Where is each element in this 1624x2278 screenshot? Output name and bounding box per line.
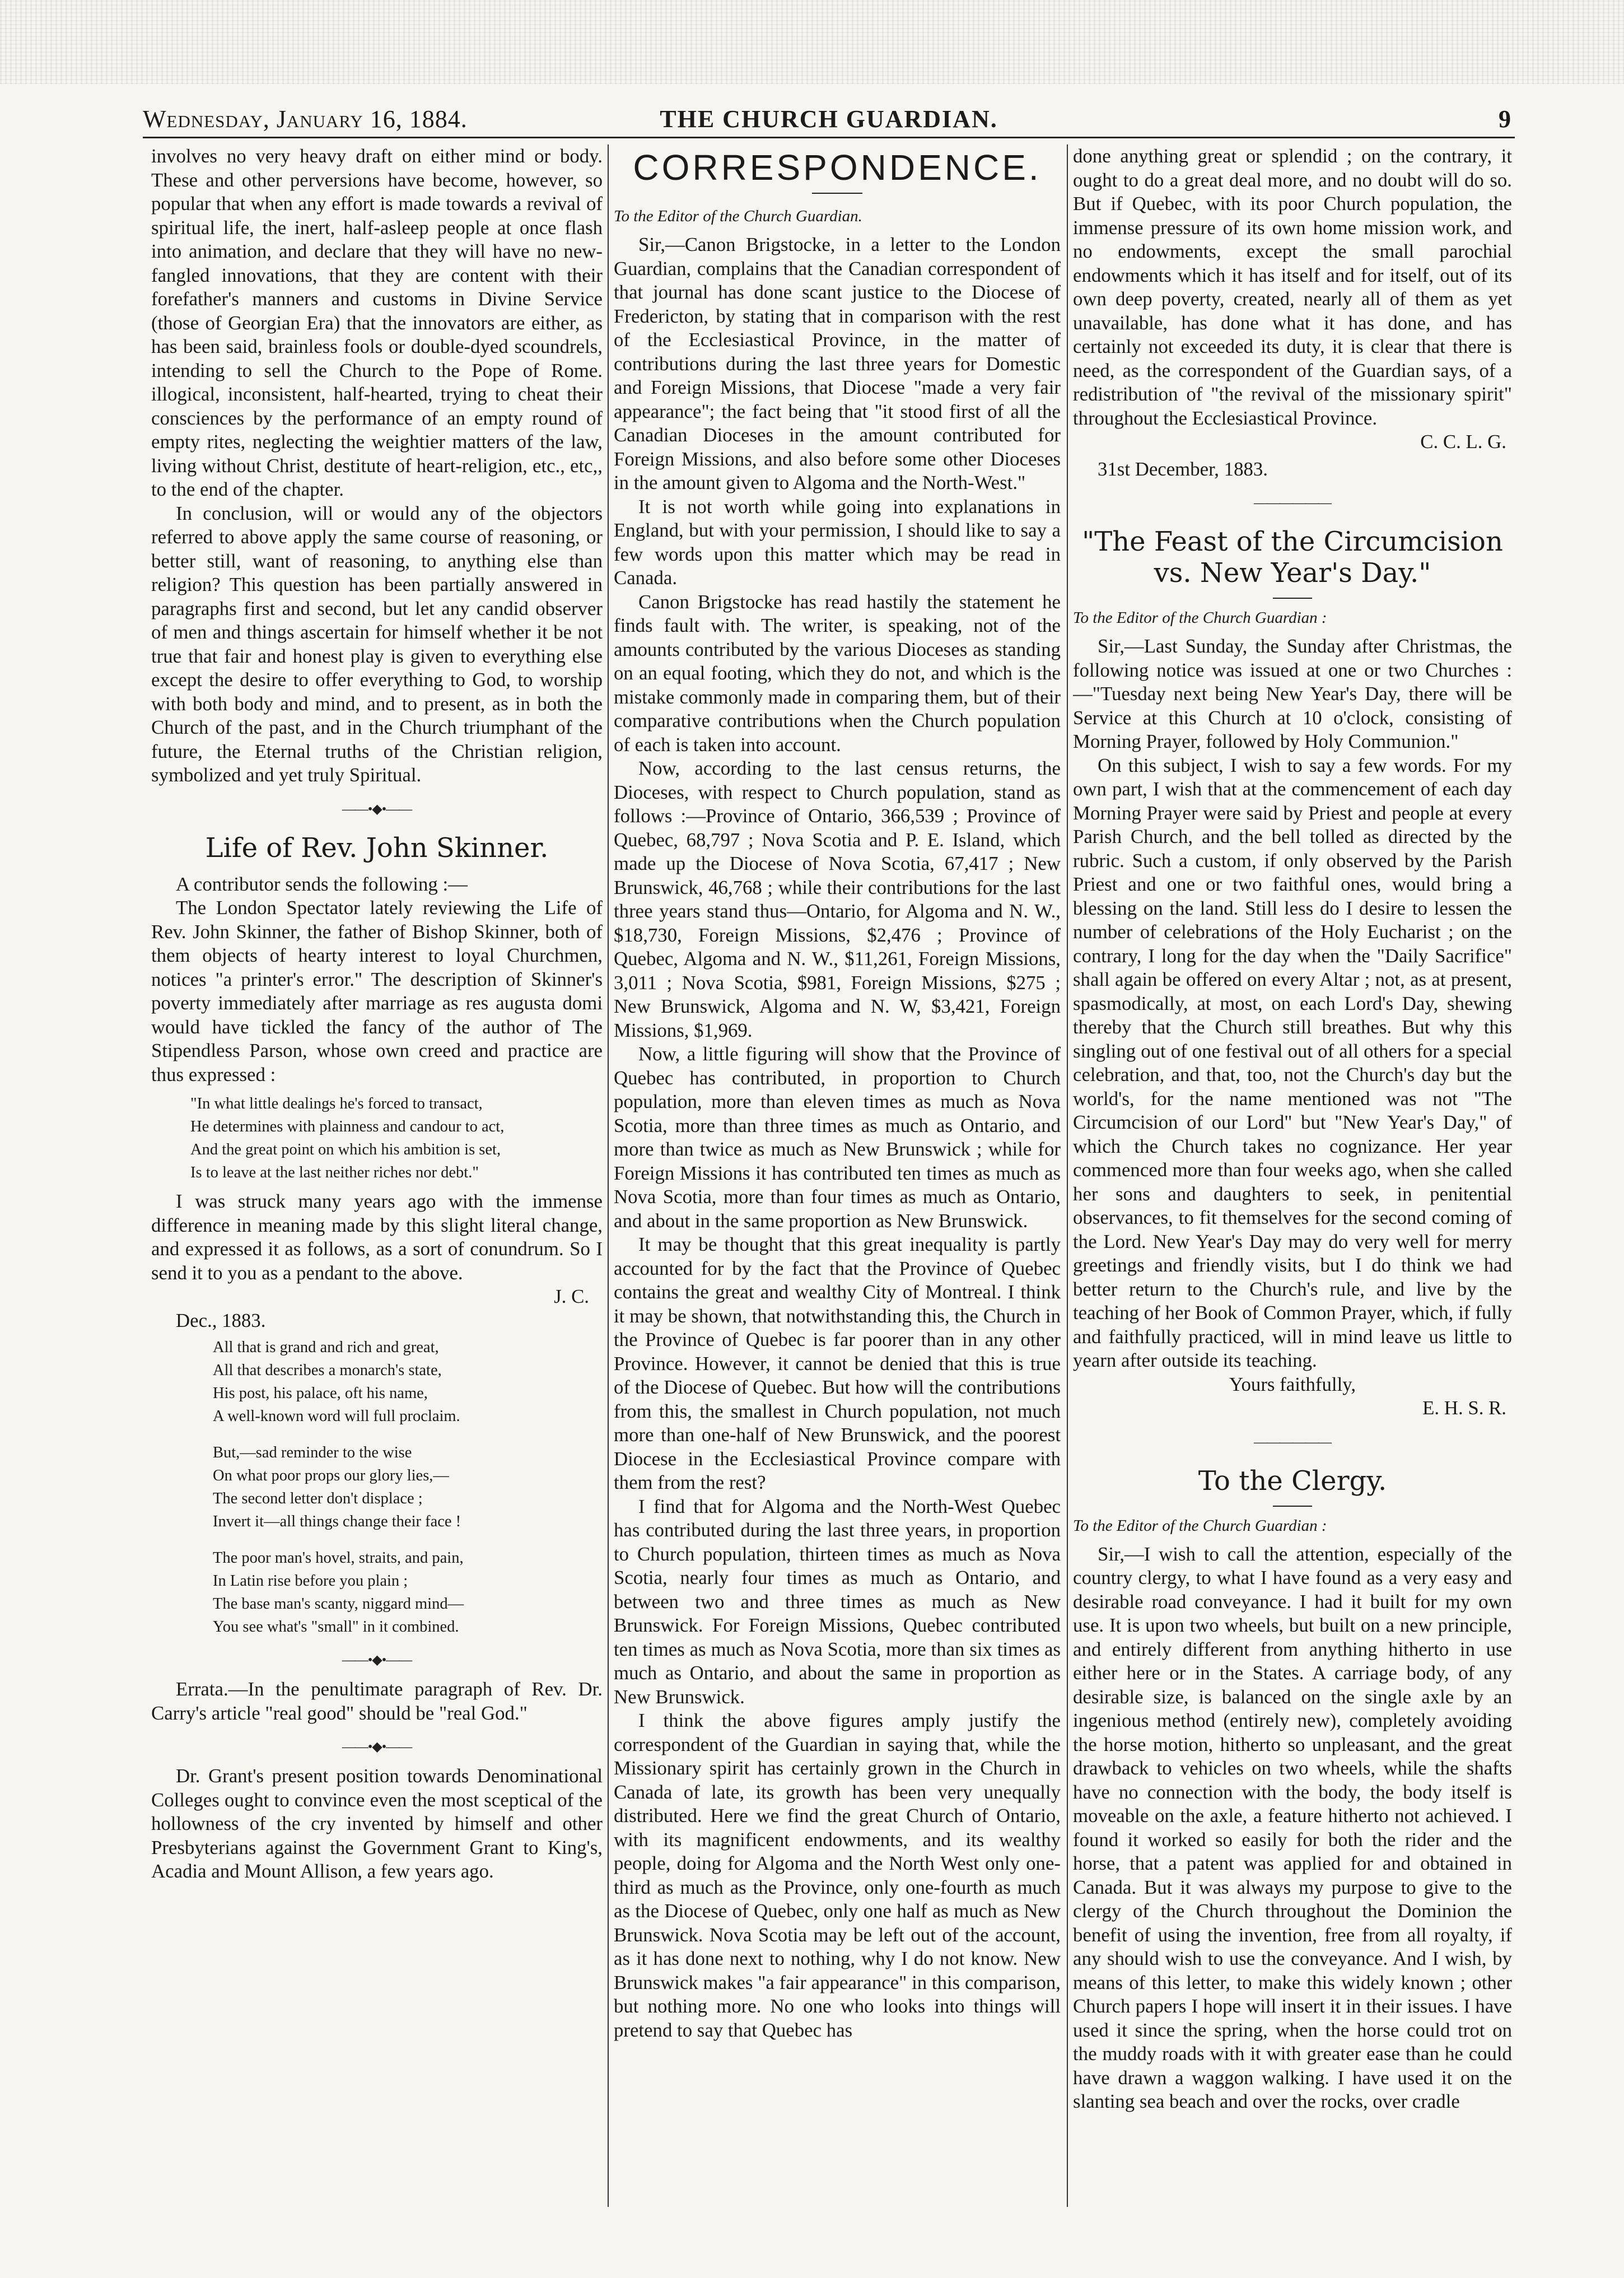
quote-line: And the great point on which his ambition is set, bbox=[190, 1141, 501, 1158]
letter-paragraph: On this subject, I wish to say a few words. For my own part, I wish that at the commencement of each day Morning Prayer were said by Priest and people at every Parish Church, and the bell tolled as directed by the rubric. Such a custom, if only observed by the Parish Priest and one or two faithful ones, would bring a blessing on the land. Still less do I desire to lessen the number of celebrations of the Holy Eucharist ; on the contrary, I long for the day when the "Daily Sacrifice" shall again be offered on every Altar ; not, as at present, spasmodically, at most, on each Lord's Day, shewing thereby that the Church still breathes. But why this singling out of one festival out of all others for a special celebration, and that, too, not the Church's day but the world's, for the name mentioned was not "The Circumcision of our Lord" but "New Year's Day," of which the Church takes no cognizance. Her year commenced more than four weeks ago, when she called her sons and daughters to seek, in penitential observances, to fit themselves for the second coming of the Lord. New Year's Day may do very well for merry greetings and friendly visits, but I do think we had better return to the Church's rule, and live by the teaching of her Book of Common Prayer, which, if fully and faithfully practiced, will in mind leave us little to yearn after outside its teaching. bbox=[1073, 754, 1512, 1371]
verse-line: In Latin rise before you plain ; bbox=[213, 1572, 408, 1590]
letter-paragraph: done anything great or splendid ; on the contrary, it ought to do a great deal more, and no doubt will do so. But if Quebec, with its poor Church population, the immense pressure of its own home mission work, and no endowments, except the small parochial endowments which it has itself and for itself, out of its own deep poverty, created, nearly all of them as yet unavailable, has done what it has done, and has certainly not exceeded its duty, it is clear that there is need, as the correspondent of the Guardian says, of a redistribution of "the revival of the missionary spirit" throughout the Ecclesiastical Province. bbox=[1073, 145, 1512, 429]
article-continuation-paragraph: involves no very heavy draft on either mind or body. These and other perversions have become, however, so popular that when any effort is made towards a revival of spiritual life, the inert, half-asleep people at once flash into animation, and declare that they will have no new-fangled innovations, that they are content with their forefather's manners and customs in Divine Service (those of Georgian Era) that the innovators are either, as has been said, brainless fools or double-dyed scoundrels, intending to sell the Church to the Pope of Rome. illogical, inconsistent, half-hearted, trying to cheat their consciences by the performance of an empty round of empty rites, neglecting the weightier matters of the law, living without Christ, destitute of heart-religion, etc., etc,, to the end of the chapter. bbox=[151, 145, 603, 500]
verse-line: All that is grand and rich and great, bbox=[213, 1339, 439, 1356]
verse-line: All that describes a monarch's state, bbox=[213, 1362, 442, 1379]
skinner-intro: A contributor sends the following :— bbox=[176, 873, 468, 895]
column-rule-left bbox=[608, 145, 609, 2207]
column-3 bbox=[1073, 145, 1512, 2206]
column-rule-right bbox=[1067, 145, 1068, 2207]
verse-line: But,—sad reminder to the wise bbox=[213, 1444, 412, 1461]
heading-rule bbox=[1273, 598, 1312, 599]
verse-line: You see what's "small" in it combined. bbox=[213, 1618, 459, 1636]
editor-salutation: To the Editor of the Church Guardian : bbox=[1073, 609, 1327, 627]
signature: E. H. S. R. bbox=[1422, 1397, 1506, 1419]
dateline: Dec., 1883. bbox=[176, 1309, 266, 1331]
letter-paragraph: I think the above figures amply justify the correspondent of the Guardian in saying that, while the Missionary spirit has certainly grown in the Church in Canada of late, its growth has been very unequally distributed. Here we find the great Church of Ontario, with its magnificent endowments, and its wealthy people, doing for Algoma and the North West only one-third as much as the Province, only one-fourth as much as the Diocese of Quebec, only one half as much as New Brunswick. Nova Scotia may be left out of the account, as it has done next to nothing, why I do not know. New Brunswick makes "a fair appearance" in this comparison, but nothing more. No one who looks into things will pretend to say that Quebec has bbox=[614, 1709, 1061, 2041]
section-ornament: ——•◆•—— bbox=[342, 1740, 412, 1754]
letter-paragraph: Now, a little figuring will show that the Province of Quebec has contributed, in proportion to Church population, more than eleven times as much as Nova Scotia, more than three times as much as Ontario, and more than twice as much as New Brunswick ; while for Foreign Missions it has contributed ten times as much as Nova Scotia, more than four times as much as Ontario, and about in the same proportion as New Brunswick. bbox=[614, 1043, 1061, 1232]
heading-rule bbox=[812, 193, 862, 194]
page-number: 9 bbox=[1499, 105, 1511, 133]
conundrum-verse bbox=[151, 1336, 603, 1638]
errata-note: Errata.—In the penultimate paragraph of Rev. Dr. Carry's article "real good" should be "real God." bbox=[151, 1678, 603, 1724]
feast-article-title: "The Feast of the Circumcision vs. New Year's Day." bbox=[1082, 526, 1503, 589]
quote-line: "In what little dealings he's forced to transact, bbox=[190, 1095, 483, 1112]
verse-line: The base man's scanty, niggard mind— bbox=[213, 1595, 464, 1613]
letter-paragraph: Now, according to the last census returns, the Dioceses, with respect to Church population, stand as follows :—Province of Ontario, 366,539 ; Province of Quebec, 68,797 ; Nova Scotia and P. E. Island, which made up the Diocese of Nova Scotia, 67,417 ; New Brunswick, 46,768 ; while their contributions for the last three years stand thus—Ontario, for Algoma and N. W., $18,730, Foreign Missions, $2,476 ; Province of Quebec, Algoma and N. W., $11,261, Foreign Missions, 3,011 ; Nova Scotia, $981, Foreign Missions, $275 ; New Brunswick, Algoma and N. W, $3,421, Foreign Missions, $1,969. bbox=[614, 757, 1061, 1041]
skinner-article-title: Life of Rev. John Skinner. bbox=[205, 832, 549, 864]
article-conclusion-paragraph: In conclusion, will or would any of the objectors referred to above apply the same course of reasoning, or better still, want of reasoning, to anything else than religion? This question has been partially answered in paragraphs first and second, but let any candid observer of men and things ascertain for himself whether it be not true that fair and honest play is given to everything else except the desire to offer everything to God, to worship with both body and mind, and to present, as in both the Church of the past, and in the Church triumphant of the future, the Eternal truths of the Christian religion, symbolized and yet truly Spiritual. bbox=[151, 502, 603, 786]
letter-paragraph: It is not worth while going into explanations in England, but with your permission, I should like to say a few words upon this matter which may be read in Canada. bbox=[614, 495, 1061, 589]
editor-salutation: To the Editor of the Church Guardian : bbox=[1073, 1516, 1327, 1535]
signature: C. C. L. G. bbox=[1420, 431, 1506, 453]
editor-salutation: To the Editor of the Church Guardian. bbox=[614, 207, 862, 225]
page-header bbox=[143, 102, 1515, 138]
verse-line: Invert it—all things change their face ! bbox=[213, 1513, 461, 1530]
scan-noise-band bbox=[0, 0, 1624, 84]
heading-rule bbox=[1273, 1506, 1312, 1507]
column-2 bbox=[614, 145, 1061, 2206]
verse-line: His post, his palace, oft his name, bbox=[213, 1385, 428, 1402]
verse-line: The second letter don't displace ; bbox=[213, 1490, 423, 1507]
quote-line: Is to leave at the last neither riches nor debt." bbox=[190, 1164, 479, 1181]
letter-paragraph: It may be thought that this great inequality is partly accounted for by the fact that the Province of Quebec contains the great and wealthy City of Montreal. I think it may be shown, that notwithstanding this, the Church in the Province of Quebec is far poorer than in any other Province. However, it cannot be denied that this is true of the Diocese of Quebec. But how will the contributions from this, the smallest in Church population, not much more than one-half of New Brunswick, and the poorest Diocese in the Ecclesiastical Province compare with them from the rest? bbox=[614, 1233, 1061, 1493]
letter-paragraph: Sir,—Last Sunday, the Sunday after Christmas, the following notice was issued at one or two Churches :—"Tuesday next being New Year's Day, there will be Service at this Church at 10 o'clock, consisting of Morning Prayer, followed by Holy Communion." bbox=[1073, 635, 1512, 752]
header-date: Wednesday, January 16, 1884. bbox=[143, 105, 468, 133]
section-ornament: ——•◆•—— bbox=[342, 802, 412, 817]
clergy-article-title: To the Clergy. bbox=[1198, 1465, 1387, 1497]
skinner-paragraph: The London Spectator lately reviewing the Life of Rev. John Skinner, the father of Bishop Skinner, both of them objects of hearty interest to loyal Churchmen, notices "a printer's error." The description of Skinner's poverty immediately after marriage as res augusta domi would have tickled the fancy of the author of The Stipendless Parson, whose own creed and practice are thus expressed : bbox=[151, 897, 603, 1086]
verse-line: The poor man's hovel, straits, and pain, bbox=[213, 1549, 464, 1567]
quoted-verse bbox=[151, 1092, 603, 1184]
header-title: THE CHURCH GUARDIAN. bbox=[660, 105, 998, 133]
closing: Yours faithfully, bbox=[1229, 1373, 1356, 1395]
section-ornament: ——•◆•—— bbox=[342, 1653, 412, 1667]
correspondence-heading: CORRESPONDENCE. bbox=[633, 147, 1042, 188]
column-1 bbox=[151, 145, 603, 2206]
section-ornament: —————— bbox=[1254, 1434, 1331, 1450]
quote-line: He determines with plainness and candour to act, bbox=[190, 1118, 505, 1135]
skinner-paragraph: I was struck many years ago with the immense difference in meaning made by this slight literal change, and expressed it as follows, as a sort of conundrum. So I send it to you as a pendant to the above. bbox=[151, 1190, 603, 1284]
verse-line: On what poor props our glory lies,— bbox=[213, 1467, 449, 1484]
letter-paragraph: Sir,—Canon Brigstocke, in a letter to the London Guardian, complains that the Canadian correspondent of that journal has done scant justice to the Diocese of Fredericton, by stating that in comparison with the rest of the Ecclesiastical Province, in the matter of contributions during the last three years for Domestic and Foreign Missions, that Diocese "made a very fair appearance"; the fact being that "it stood first of all the Canadian Dioceses in the amount contributed for Foreign Missions, and also before some other Dioceses in the amount given to Algoma and the North-West." bbox=[614, 234, 1061, 493]
grant-paragraph: Dr. Grant's present position towards Denominational Colleges ought to convince even the most sceptical of the hollowness of the cry invented by himself and other Presbyterians against the Government Grant to King's, Acadia and Mount Allison, a few years ago. bbox=[151, 1765, 603, 1882]
signature: J. C. bbox=[554, 1285, 589, 1307]
letter-paragraph: Canon Brigstocke has read hastily the statement he finds fault with. The writer, is speaking, not of the amounts contributed by the various Dioceses as standing on an equal footing, which they do not, and which is the mistake commonly made in comparing them, but of their comparative contributions when the Church population of each is taken into account. bbox=[614, 590, 1061, 756]
dateline: 31st December, 1883. bbox=[1098, 458, 1268, 480]
verse-line: A well-known word will full proclaim. bbox=[213, 1408, 460, 1425]
section-ornament: —————— bbox=[1254, 496, 1331, 510]
letter-paragraph: Sir,—I wish to call the attention, especially of the country clergy, to what I have found as a very easy and desirable road conveyance. I had it built for my own use. It is upon two wheels, but built on a new principle, and entirely different from anything hitherto in use either here or in the States. A carriage body, of any desirable size, is balanced on the single axle by an ingenious method (entirely new), completely avoiding the horse motion, hitherto so unpleasant, and the great drawback to vehicles on two wheels, while the shafts have no connection with the body, the body itself is moveable on the axle, a feature hitherto not achieved. I found it worked so easily for both the rider and the horse, that a patent was applied for and obtained in Canada. But it was always my purpose to give to the clergy of the Church throughout the Dominion the benefit of using the invention, free from all royalty, if any should wish to use the conveyance. And I wish, by means of this letter, to make this widely known ; other Church papers I hope will insert it in their issues. I have used it since the spring, when the horse could trot on the muddy roads with it with greater ease than he could have drawn a waggon walking. I have used it on the slanting sea beach and over the rocks, over cradle bbox=[1073, 1543, 1512, 2112]
letter-paragraph: I find that for Algoma and the North-West Quebec has contributed during the last three years, in proportion to Church population, thirteen times as much as Nova Scotia, nearly four times as much as Ontario, and between two and three times as much as New Brunswick. For Foreign Missions, Quebec contributed ten times as much as Nova Scotia, more than six times as much as Ontario, and about the same in proportion as New Brunswick. bbox=[614, 1495, 1061, 1708]
